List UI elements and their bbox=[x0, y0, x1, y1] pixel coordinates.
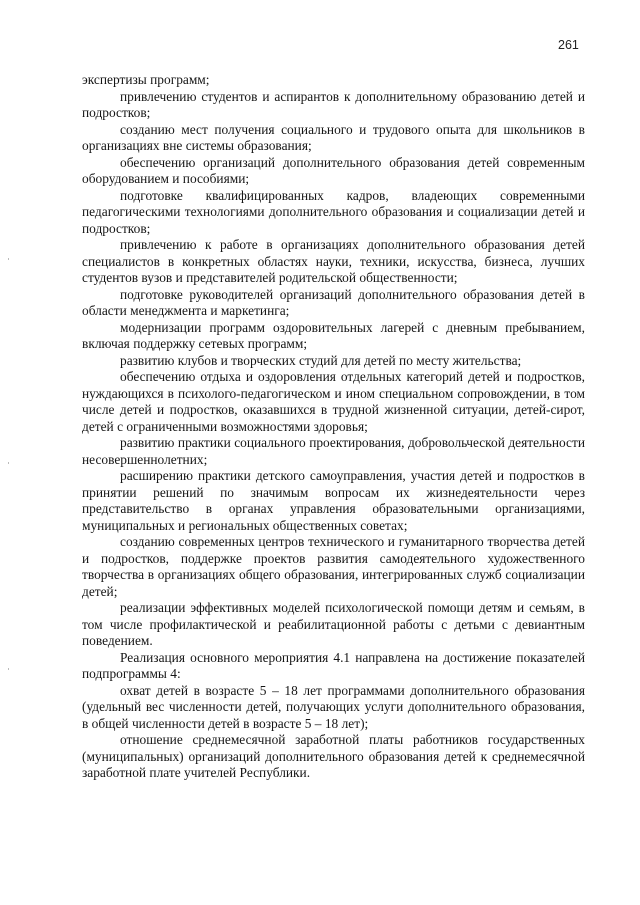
paragraph: отношение среднемесячной заработной платы работников государственных (муниципальных) организаций дополнительного образования детей к среднемесячной заработной плате учителей Республики. bbox=[82, 732, 585, 780]
paragraph: привлечению к работе в организациях дополнительного образования детей специалистов в конкретных областях науки, техники, искусства, бизнеса, лучших студентов вузов и представителей родительской общественности; bbox=[82, 237, 585, 285]
paragraph: созданию мест получения социального и трудового опыта для школьников в организациях вне системы образования; bbox=[82, 121, 585, 153]
page-number: 261 bbox=[558, 38, 579, 52]
paragraph: охват детей в возрасте 5 – 18 лет программами дополнительного образования (удельный вес численности детей, получающих услуги дополнительного образования, в общей численности детей в возрасте 5 – 18 лет); bbox=[82, 682, 585, 731]
paragraph: привлечению студентов и аспирантов к дополнительному образованию детей и подростков; bbox=[82, 88, 585, 120]
paragraph: реализации эффективных моделей психологической помощи детям и семьям, в том числе профилактической и реабилитационной работы с детьми с девиантным поведением. bbox=[82, 600, 585, 648]
scan-mark bbox=[8, 258, 9, 260]
paragraph: обеспечению организаций дополнительного образования детей современным оборудованием и пособиями; bbox=[82, 154, 585, 186]
scan-mark bbox=[8, 462, 9, 464]
paragraph: модернизации программ оздоровительных лагерей с дневным пребыванием, включая поддержку сетевых программ; bbox=[82, 319, 585, 351]
paragraph: Реализация основного мероприятия 4.1 направлена на достижение показателей подпрограммы 4: bbox=[82, 649, 585, 681]
paragraph: подготовке квалифицированных кадров, владеющих современными педагогическими технологиями дополнительного образования и социализации детей и подростков; bbox=[82, 187, 585, 236]
document-body bbox=[82, 72, 585, 782]
paragraph: обеспечению отдыха и оздоровления отдельных категорий детей и подростков, нуждающихся в психолого-педагогическом и ином специальном сопровождении, в том числе детей и подростков, оказавшихся в трудной жизненной ситуации, детей-сирот, детей с ограниченными возможностями здоровья; bbox=[82, 369, 585, 434]
paragraph: созданию современных центров технического и гуманитарного творчества детей и подростков, поддержке проектов развития самодеятельного художественного творчества в организациях общего образования, интегрированных служб социализации детей; bbox=[82, 534, 585, 599]
paragraph: развитию клубов и творческих студий для детей по месту жительства; bbox=[120, 352, 522, 368]
paragraph: развитию практики социального проектирования, добровольческой деятельности несовершеннолетних; bbox=[82, 435, 585, 467]
paragraph: расширению практики детского самоуправления, участия детей и подростков в принятии решений по значимым вопросам их жизнедеятельности через представительство в органах управления образовательными организациями, муниципальных и региональных общественных советах; bbox=[82, 468, 585, 533]
paragraph: подготовке руководителей организаций дополнительного образования детей в области менеджмента и маркетинга; bbox=[82, 286, 585, 318]
scan-mark bbox=[8, 668, 9, 670]
paragraph: экспертизы программ; bbox=[82, 72, 210, 87]
